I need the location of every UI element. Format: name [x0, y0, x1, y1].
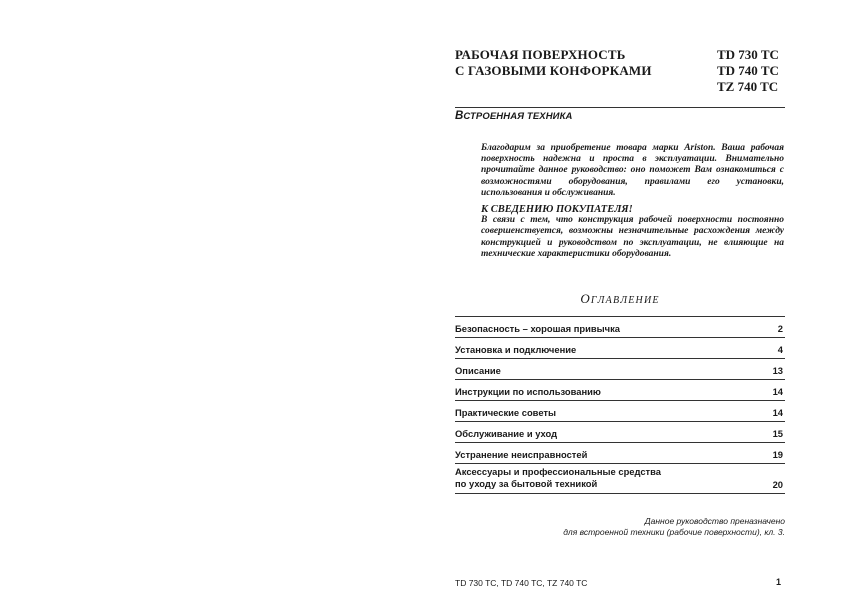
section-label-rest: СТРОЕННАЯ ТЕХНИКА	[463, 111, 573, 122]
toc-entry-title-line1: Аксессуары и профессиональные средства	[455, 466, 662, 477]
page-number: 1	[776, 577, 782, 587]
model-1: TD 730 TC	[717, 47, 779, 62]
toc-entry-title	[455, 466, 661, 490]
toc-entry-title: Установка и подключение	[455, 344, 577, 355]
toc-entry-page: 14	[772, 386, 783, 397]
toc-row	[455, 401, 785, 422]
toc-row	[455, 443, 785, 464]
section-label	[455, 110, 573, 122]
section-label-initial: В	[455, 110, 464, 122]
toc-entry-page: 2	[777, 323, 783, 334]
toc-row	[455, 380, 785, 401]
toc-entry-page: 20	[772, 479, 783, 490]
toc-heading-initial: О	[580, 291, 591, 306]
intro-paragraph-notice: В связи с тем, что конструкция рабочей поверхности постоянно совершенствуется, возможны незначительные расхождения между конструкцией и руководством по эксплуатации, не влияющие на технические характеристики оборудования.	[481, 215, 784, 259]
title-divider	[455, 107, 785, 108]
intro-paragraph-thanks: Благодарим за приобретение товара марки Ariston. Ваша рабочая поверхность надежна и проста в эксплуатации. Внимательно прочитайте данное руководство: оно поможет Вам ознакомиться с возможностями оборудования, правилами его установки, использования и обслуживания.	[481, 143, 784, 198]
model-3: TZ 740 TC	[717, 79, 779, 94]
toc-row	[455, 317, 785, 338]
note-line1: Данное руководство преназначено	[644, 516, 785, 526]
note-line2: для встроенной техники (рабочие поверхности), кл. 3.	[563, 526, 785, 537]
toc-entry-title: Инструкции по использованию	[455, 386, 601, 397]
toc-row	[455, 464, 785, 494]
table-of-contents	[455, 316, 785, 494]
toc-entry-title-line2: по уходу за бытовой техникой	[455, 478, 598, 489]
toc-entry-title: Устранение неисправностей	[455, 449, 588, 460]
toc-row	[455, 338, 785, 359]
product-title-line1: РАБОЧАЯ ПОВЕРХНОСТЬ	[455, 47, 626, 62]
toc-entry-page: 13	[772, 365, 783, 376]
toc-entry-title: Безопасность – хорошая привычка	[455, 323, 620, 334]
product-title	[455, 47, 652, 79]
toc-heading-rest: ГЛАВЛЕНИЕ	[590, 295, 660, 306]
classification-note	[455, 516, 785, 537]
toc-entry-page: 19	[772, 449, 783, 460]
toc-entry-page: 4	[777, 344, 783, 355]
footer-models: TD 730 TC, TD 740 TC, TZ 740 TC	[455, 578, 588, 588]
intro-text	[481, 143, 784, 260]
toc-entry-page: 14	[772, 407, 783, 418]
toc-entry-title: Обслуживание и уход	[455, 428, 558, 439]
model-2: TD 740 TC	[717, 63, 779, 78]
product-title-line2: С ГАЗОВЫМИ КОНФОРКАМИ	[455, 63, 652, 78]
toc-entry-title: Практические советы	[455, 407, 557, 418]
toc-entry-title: Описание	[455, 365, 501, 376]
toc-heading	[455, 291, 785, 307]
toc-row	[455, 422, 785, 443]
toc-row	[455, 359, 785, 380]
toc-entry-page: 15	[772, 428, 783, 439]
model-list	[717, 47, 779, 95]
notice-title: К СВЕДЕНИЮ ПОКУПАТЕЛЯ!	[481, 204, 633, 216]
